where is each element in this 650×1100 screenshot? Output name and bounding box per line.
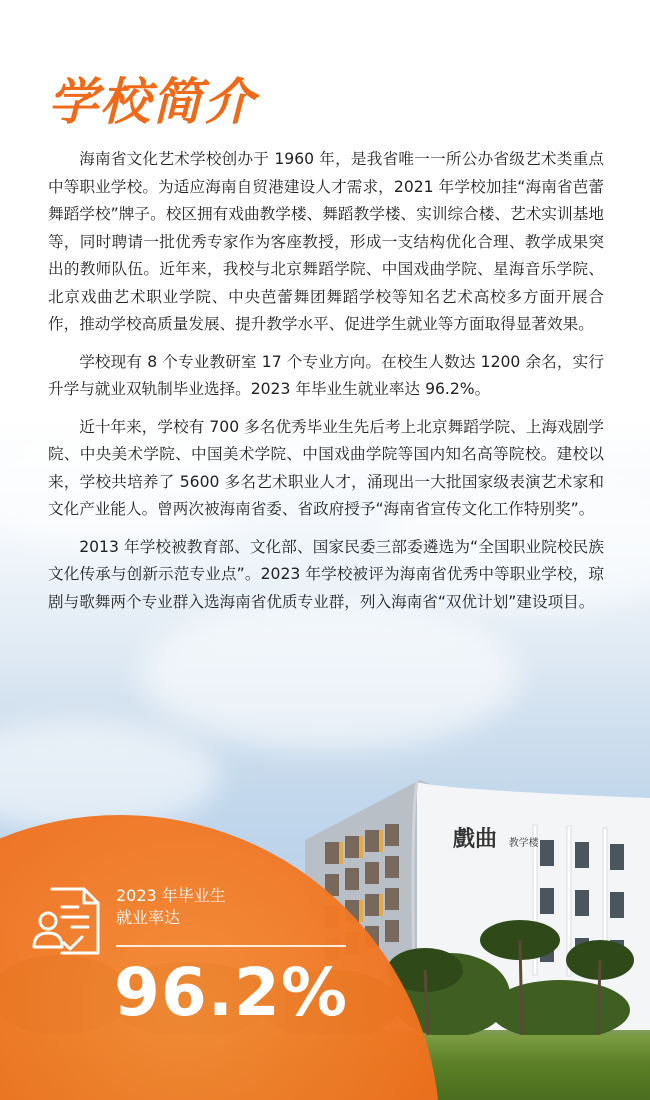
stat-label bbox=[116, 885, 226, 929]
paragraph: 近十年来，学校有 700 多名优秀毕业生先后考上北京舞蹈学院、上海戏剧学院、中央美术学院、中国美术学院、中国戏曲学院等国内知名高等院校。建校以来，学校共培养了 5600 多名艺术职业人才，涌现出一大批国家级表演艺术家和文化产业能人。曾两次被海南省委、省政府授予“海南省宣传文化工作特别奖”。 bbox=[48, 417, 604, 518]
building-sign bbox=[453, 822, 539, 853]
building-sign-subtext: 教学楼 bbox=[508, 838, 539, 849]
stat-label-line1: 2023 年毕业生 bbox=[116, 886, 226, 905]
certificate-person-icon bbox=[32, 885, 102, 957]
page-title: 学校简介 bbox=[48, 73, 256, 131]
stat-label-line2: 就业率达 bbox=[116, 908, 181, 927]
cloud bbox=[0, 720, 220, 830]
paragraph: 2013 年学校被教育部、文化部、国家民委三部委遴选为“全国职业院校民族文化传承与创新示范专业点”。2023 年学校被评为海南省优秀中等职业学校，琼剧与歌舞两个专业群入选海南省优质专业群，列入海南省“双优计划”建设项目。 bbox=[48, 537, 604, 611]
building-sign-text: 戲曲 bbox=[453, 826, 498, 852]
stat-value: 96.2% bbox=[114, 954, 348, 1031]
stat-divider bbox=[116, 945, 346, 947]
paragraph: 海南省文化艺术学校创办于 1960 年，是我省唯一一所公办省级艺术类重点中等职业学校。为适应海南自贸港建设人才需求，2021 年学校加挂“海南省芭蕾舞蹈学校”牌子。校区拥有戏曲教学楼、舞蹈教学楼、实训综合楼、艺术实训基地等，同时聘请一批优秀专家作为客座教授，形成一支结构优化合理、教学成果突出的教师队伍。近年来，我校与北京舞蹈学院、中国戏曲学院、星海音乐学院、北京戏曲艺术职业学院、中央芭蕾舞团舞蹈学校等知名艺术高校多方面开展合作，推动学校高质量发展、提升教学水平、促进学生就业等方面取得显著效果。 bbox=[48, 150, 604, 333]
intro-text bbox=[48, 146, 604, 626]
paragraph: 学校现有 8 个专业教研室 17 个专业方向。在校生人数达 1200 余名，实行升学与就业双轨制毕业选择。2023 年毕业生就业率达 96.2%。 bbox=[48, 352, 604, 398]
